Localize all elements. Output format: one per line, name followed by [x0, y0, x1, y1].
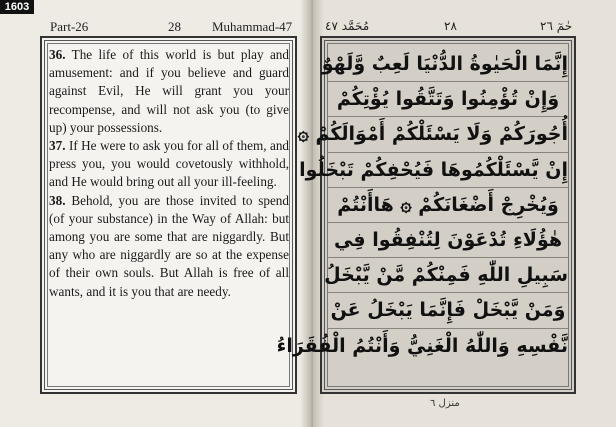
arabic-line-2: وَإِنْ تُؤْمِنُوا وَتَتَّقُوا يُؤْتِكُمْ: [328, 82, 568, 117]
verse-number: 38.: [49, 192, 66, 208]
arabic-line-3: أُجُورَكُمْ وَلَا يَسْئَلْكُمْ أَمْوَالَكُمْ ۞: [328, 117, 568, 152]
verse-37: [49, 137, 289, 192]
arabic-line-7: سَبِيلِ اللّٰهِ فَمِنْكُمْ مَّنْ يَّبْخَلُ: [328, 258, 568, 293]
translation-text: [49, 46, 289, 301]
verse-text: Behold, you are those invited to spend (of your substance) in the Way of Allah: but among you are some that are niggardly. But any who are niggardly are so at the expense of their own souls. But Allah is free of all wants, and it is you that are needy.: [49, 192, 289, 299]
verse-text: The life of this world is but play and amusement: and if you believe and guard against Evil, He will grant you your recompense, and will not ask you (to give up) your possessions.: [49, 47, 289, 135]
arabic-line-1: إِنَّمَا الْحَيٰوةُ الدُّنْيَا لَعِبٌ وَّلَهْوٌ: [328, 47, 568, 82]
arabic-line-9: نَّفْسِهِ وَاللّٰهُ الْغَنِيُّ وَأَنْتُمُ الْفُقَرَاءُ: [276, 334, 568, 357]
verse-text: If He were to ask you for all of them, and press you, you would covetously withhold, and He would bring out all your ill-feeling.: [49, 138, 290, 190]
verse-38: [49, 192, 289, 301]
page-number: 28: [168, 19, 181, 34]
arabic-part-label: حٰمٓ ٢٦: [540, 19, 573, 33]
arabic-line-4: إِنْ يَّسْئَلْكُمُوهَا فَيُحْفِكُمْ تَبْخَلُوا: [328, 153, 568, 188]
arabic-line-8: وَمَنْ يَّبْخَلْ فَإِنَّمَا يَبْخَلُ عَنْ: [328, 293, 568, 328]
arabic-line-6: هٰؤُلَاءِ تُدْعَوْنَ لِتُنْفِقُوا فِي: [328, 223, 568, 258]
surah-label: Muhammad-47: [212, 19, 293, 34]
verse-36: [49, 46, 289, 137]
arabic-surah-label: مُحَمَّد ٤٧: [325, 19, 370, 33]
arabic-text: [276, 47, 568, 363]
arabic-page-number: ٢٨: [444, 19, 457, 33]
page-tag: 1603: [0, 0, 34, 14]
manzil-marker: منزل ٦: [430, 398, 460, 409]
verse-number: 36.: [49, 47, 66, 62]
verse-number: 37.: [49, 138, 66, 154]
arabic-line-5: وَيُخْرِجْ أَضْغَانَكُمْ ۞ هَاأَنْتُمْ: [328, 188, 568, 223]
part-label: Part-26: [50, 19, 89, 34]
